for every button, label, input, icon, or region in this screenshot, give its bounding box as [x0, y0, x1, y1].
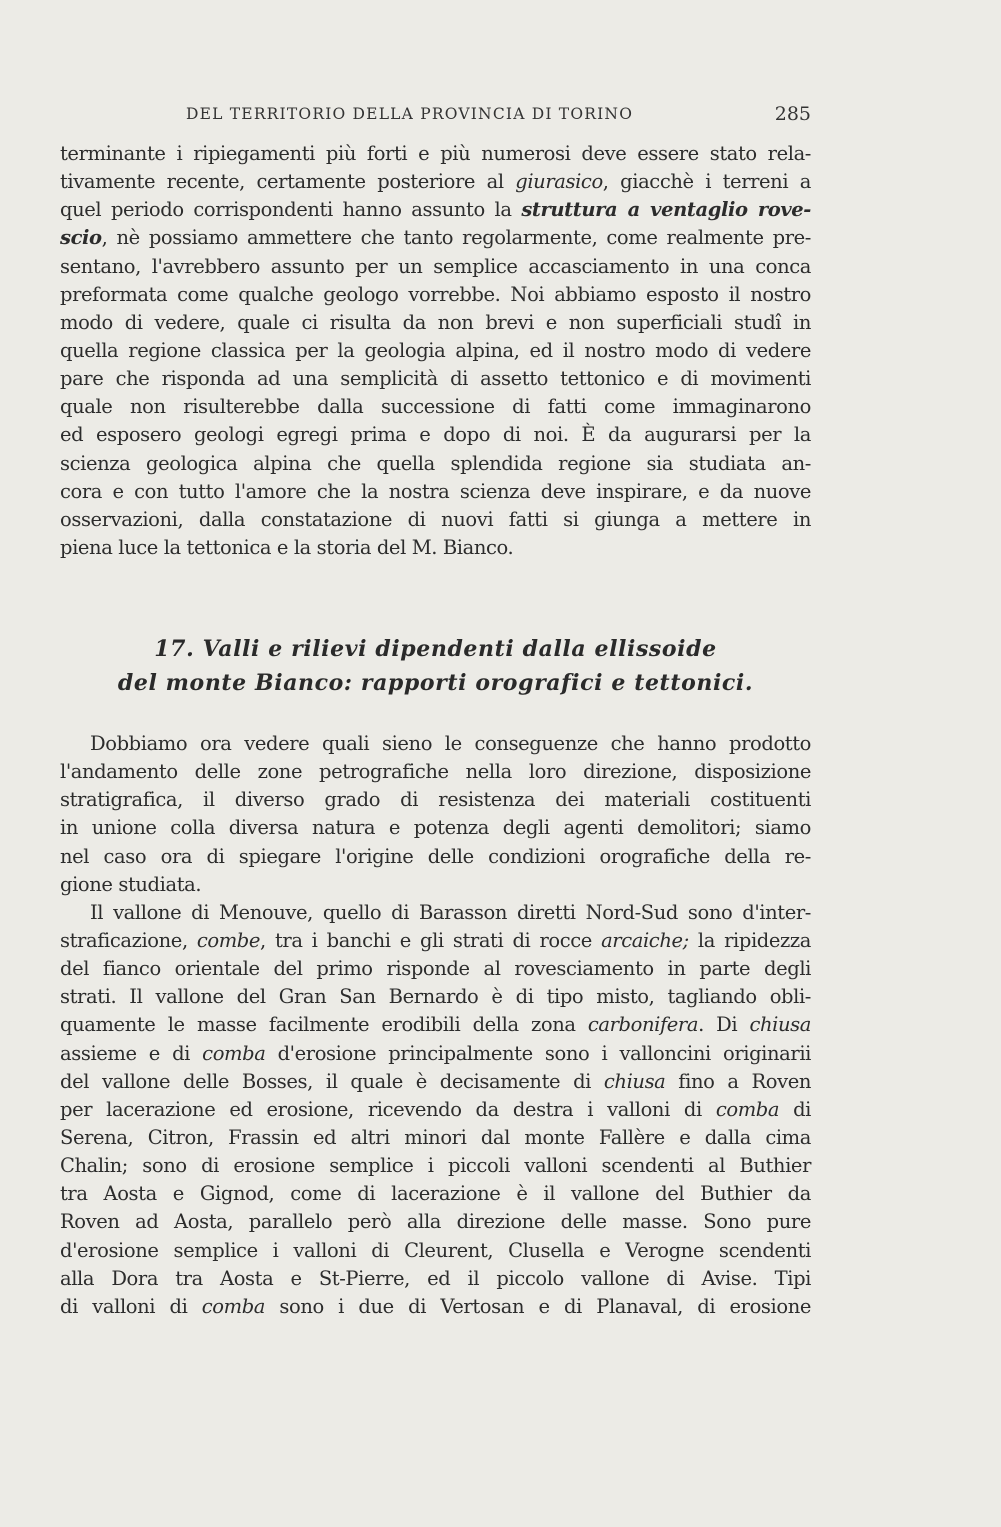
- text-line: [60, 253, 811, 281]
- text-run: fino a Roven: [665, 1069, 812, 1093]
- text-line: [60, 1208, 811, 1236]
- paragraph-valleys: [60, 899, 811, 1321]
- paragraph-continuation: [60, 140, 811, 562]
- text-line: [60, 1124, 811, 1152]
- text-line: [60, 843, 811, 871]
- text-line: [60, 506, 811, 534]
- text-run: quamente le masse facilmente erodibili della zona: [60, 1013, 588, 1037]
- text-run: quel periodo corrispondenti hanno assunto la: [60, 198, 522, 222]
- text-run: del fianco orientale del primo risponde al rovesciamento in parte degli: [60, 957, 811, 981]
- text-line: [60, 224, 811, 252]
- text-line: [60, 730, 811, 758]
- text-line: [60, 365, 811, 393]
- text-run: , tra i banchi e gli strati di rocce: [260, 928, 602, 952]
- text-line: [60, 786, 811, 814]
- paragraph-intro: [60, 730, 811, 899]
- text-run: , nè possiamo ammettere che tanto regolarmente, come realmente pre-: [101, 226, 811, 250]
- text-line: [60, 1265, 811, 1293]
- body-text: [60, 730, 811, 1321]
- text-run: piena luce la tettonica e la storia del M. Bianco.: [60, 535, 514, 559]
- text-run: alla Dora tra Aosta e St-Pierre, ed il piccolo vallone di Avise. Tipi: [60, 1266, 811, 1290]
- page-header: [60, 101, 811, 131]
- text-run: d'erosione semplice i valloni di Cleurent, Clusella e Verogne scendenti: [60, 1238, 811, 1262]
- text-line: [60, 871, 811, 899]
- text-line: [60, 140, 811, 168]
- section-heading-line-1: 17. Valli e rilievi dipendenti dalla ellissoide: [154, 636, 717, 662]
- text-line: [60, 196, 811, 224]
- text-line: [60, 1068, 811, 1096]
- text-run: Dobbiamo ora vedere quali sieno le conseguenze che hanno prodotto: [90, 732, 811, 755]
- text-run: quale non risulterebbe dalla successione di fatti come immaginarono: [60, 395, 811, 419]
- text-line: [60, 478, 811, 506]
- text-run: . Di: [698, 1013, 750, 1037]
- text-run: in unione colla diversa natura e potenza degli agenti demolitori; siamo: [60, 816, 811, 840]
- text-line: [60, 983, 811, 1011]
- text-run: gione studiata.: [60, 872, 202, 896]
- text-run: quella regione classica per la geologia alpina, ed il nostro modo di vedere: [60, 338, 811, 362]
- section-heading: [60, 632, 811, 700]
- text-run: nel caso ora di spiegare l'origine delle condizioni orografiche della re-: [60, 844, 811, 868]
- text-line: [60, 1040, 811, 1068]
- text-run: per lacerazione ed erosione, ricevendo da destra i valloni di: [60, 1097, 716, 1121]
- text-line: [60, 1293, 811, 1321]
- text-run: sentano, l'avrebbero assunto per un semplice accasciamento in una conca: [60, 254, 811, 278]
- text-run: , giacchè i terreni a: [602, 170, 811, 194]
- text-line: [60, 1096, 811, 1124]
- text-run: l'andamento delle zone petrografiche nella loro direzione, disposizione: [60, 760, 811, 784]
- text-line: [60, 955, 811, 983]
- emphasis-text: chiusa: [749, 1013, 811, 1037]
- text-line: [60, 393, 811, 421]
- text-run: Chalin; sono di erosione semplice i piccoli valloni scendenti al Buthier: [60, 1154, 811, 1178]
- text-run: ed esposero geologi egregi prima e dopo di noi. È da augurarsi per la: [60, 423, 811, 447]
- text-run: d'erosione principalmente sono i valloncini originarii: [265, 1041, 811, 1065]
- text-run: tra Aosta e Gignod, come di lacerazione è il vallone del Buthier da: [60, 1182, 811, 1206]
- text-run: assieme e di: [60, 1041, 203, 1065]
- emphasis-text: struttura a ventaglio rove-: [521, 198, 811, 222]
- text-run: terminante i ripiegamenti più forti e più numerosi deve essere stato rela-: [60, 142, 811, 165]
- running-head: DEL TERRITORIO DELLA PROVINCIA DI TORINO: [186, 105, 634, 123]
- emphasis-text: carbonifera: [587, 1013, 699, 1037]
- text-run: cora e con tutto l'amore che la nostra scienza deve inspirare, e da nuove: [60, 479, 811, 503]
- text-run: di: [779, 1097, 811, 1121]
- text-run: Il vallone di Menouve, quello di Barasson diretti Nord-Sud sono d'inter-: [90, 900, 811, 924]
- text-run: tivamente recente, certamente posteriore al: [60, 170, 516, 194]
- text-run: di valloni di: [60, 1294, 202, 1318]
- text-line: [60, 1011, 811, 1039]
- text-line: [60, 168, 811, 196]
- text-line: [60, 450, 811, 478]
- text-run: modo di vedere, quale ci risulta da non brevi e non superficiali studî in: [60, 310, 811, 334]
- text-run: osservazioni, dalla constatazione di nuovi fatti si giunga a mettere in: [60, 507, 811, 531]
- text-line: [60, 758, 811, 786]
- emphasis-text: combe: [196, 928, 261, 952]
- text-line: [60, 309, 811, 337]
- text-line: [60, 421, 811, 449]
- emphasis-text: comba: [202, 1041, 266, 1065]
- text-line: [60, 534, 811, 562]
- text-line: [60, 899, 811, 927]
- text-run: strati. Il vallone del Gran San Bernardo è di tipo misto, tagliando obli-: [60, 985, 811, 1009]
- emphasis-text: comba: [715, 1097, 780, 1121]
- text-line: [60, 281, 811, 309]
- emphasis-text: arcaiche;: [601, 928, 689, 952]
- text-run: stratigrafica, il diverso grado di resistenza dei materiali costituenti: [60, 788, 811, 812]
- text-line: [60, 1180, 811, 1208]
- text-run: la ripidezza: [688, 928, 811, 952]
- text-run: preformata come qualche geologo vorrebbe. Noi abbiamo esposto il nostro: [60, 282, 811, 306]
- text-line: [60, 1237, 811, 1265]
- emphasis-text: scio: [60, 226, 102, 250]
- emphasis-text: chiusa: [603, 1069, 666, 1093]
- text-line: [60, 1152, 811, 1180]
- text-line: [60, 814, 811, 842]
- text-run: scienza geologica alpina che quella splendida regione sia studiata an-: [60, 451, 811, 475]
- text-run: sono i due di Vertosan e di Planaval, di erosione: [265, 1294, 811, 1318]
- text-run: Serena, Citron, Frassin ed altri minori dal monte Fallère e dalla cima: [60, 1125, 811, 1149]
- text-run: Roven ad Aosta, parallelo però alla direzione delle masse. Sono pure: [60, 1210, 811, 1234]
- emphasis-text: comba: [201, 1294, 266, 1318]
- section-heading-line-2: del monte Bianco: rapporti orografici e tettonici.: [117, 670, 754, 696]
- text-run: pare che risponda ad una semplicità di assetto tettonico e di movimenti: [60, 367, 811, 391]
- text-run: straficazione,: [60, 928, 197, 952]
- text-line: [60, 927, 811, 955]
- page-number: 285: [774, 103, 811, 125]
- text-line: [60, 337, 811, 365]
- text-run: del vallone delle Bosses, il quale è decisamente di: [60, 1069, 604, 1093]
- emphasis-text: giurasico: [515, 170, 603, 194]
